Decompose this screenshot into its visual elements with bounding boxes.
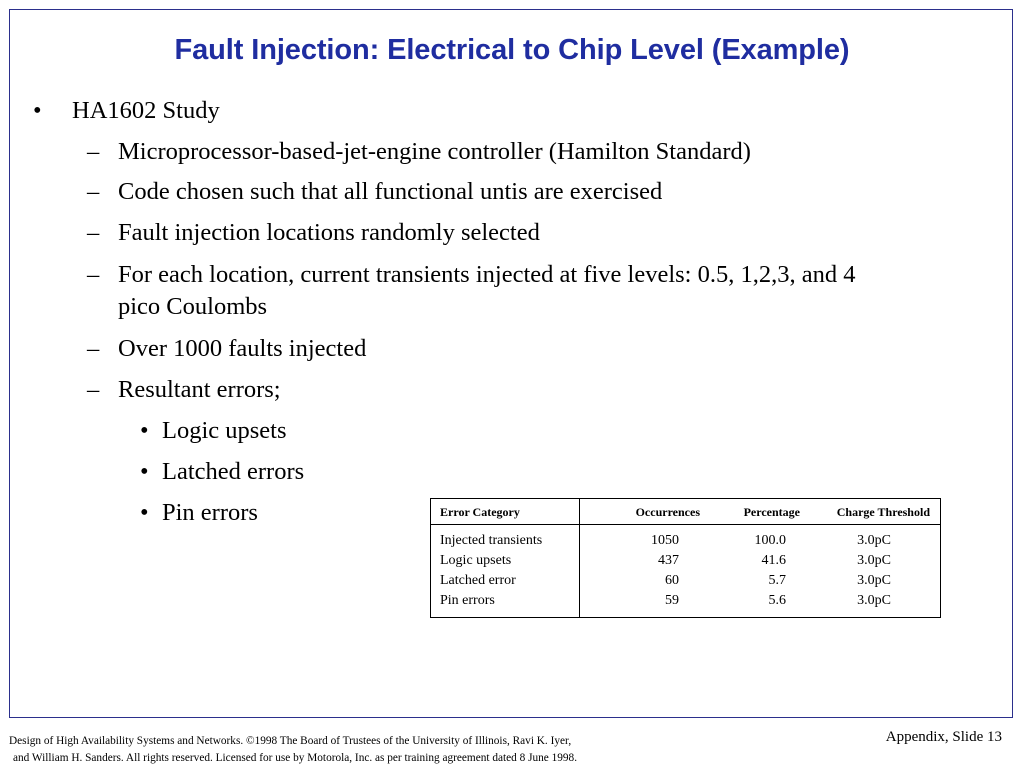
table-cell-percentage: 5.7 <box>768 573 786 588</box>
table-header-occurrences: Occurrences <box>635 505 700 519</box>
table-cell-category: Pin errors <box>440 593 495 608</box>
table-cell-charge: 3.0pC <box>857 593 891 608</box>
sub-bullet-item: Microprocessor-based-jet-engine controller (Hamilton Standard) <box>118 138 751 165</box>
sub-bullet-item: Fault injection locations randomly selected <box>118 219 540 246</box>
dash-marker: – <box>87 178 100 205</box>
table-cell-occurrences: 1050 <box>651 533 679 548</box>
table-header-percentage: Percentage <box>743 505 800 519</box>
footer-copyright <box>9 733 577 767</box>
sub-sub-bullet-item: Pin errors <box>162 499 258 526</box>
table-cell-category: Injected transients <box>440 533 543 548</box>
footer-copyright-line: Design of High Availability Systems and Networks. ©1998 The Board of Trustees of the University of Illinois, Ravi K. Iyer, <box>9 735 572 747</box>
dash-marker: – <box>87 335 100 362</box>
table-divider-vertical <box>579 499 580 617</box>
table-cell-charge: 3.0pC <box>857 533 891 548</box>
table-cell-charge: 3.0pC <box>857 573 891 588</box>
dash-marker: – <box>87 261 100 288</box>
slide-number: Appendix, Slide 13 <box>885 729 1002 745</box>
sub-bullet-item: Over 1000 faults injected <box>118 335 367 362</box>
sub-bullet-item: Code chosen such that all functional untis are exercised <box>118 178 663 205</box>
table-cell-category: Logic upsets <box>440 553 512 568</box>
bullet-marker: • <box>33 97 42 124</box>
sub-bullet-continuation: pico Coulombs <box>118 293 268 320</box>
dash-marker: – <box>87 376 100 403</box>
dash-marker: – <box>87 219 100 246</box>
sub-bullet-item: For each location, current transients injected at five levels: 0.5, 1,2,3, and 4 <box>118 261 856 288</box>
table-cell-percentage: 100.0 <box>754 533 786 548</box>
error-table <box>430 498 941 618</box>
slide-title: Fault Injection: Electrical to Chip Level (Example) <box>174 34 850 66</box>
bullet-marker: • <box>140 499 149 526</box>
table-cell-charge: 3.0pC <box>857 553 891 568</box>
sub-sub-bullet-item: Latched errors <box>162 458 305 485</box>
bullet-marker: • <box>140 458 149 485</box>
table-cell-occurrences: 437 <box>658 553 679 568</box>
table-cell-occurrences: 60 <box>665 573 679 588</box>
table-header-charge-threshold: Charge Threshold <box>836 505 930 519</box>
table-cell-percentage: 5.6 <box>768 593 786 608</box>
table-header-category: Error Category <box>440 505 520 519</box>
dash-marker: – <box>87 138 100 165</box>
table-divider-horizontal <box>431 524 940 525</box>
sub-bullet-item: Resultant errors; <box>118 376 281 403</box>
table-cell-category: Latched error <box>440 573 516 588</box>
table-cell-percentage: 41.6 <box>761 553 786 568</box>
footer-copyright-line: and William H. Sanders. All rights reserved. Licensed for use by Motorola, Inc. as per training agreement dated 8 June 1998. <box>13 752 578 764</box>
bullet-item: HA1602 Study <box>72 97 220 124</box>
table-cell-occurrences: 59 <box>665 593 679 608</box>
bullet-marker: • <box>140 417 149 444</box>
sub-sub-bullet-item: Logic upsets <box>162 417 287 444</box>
